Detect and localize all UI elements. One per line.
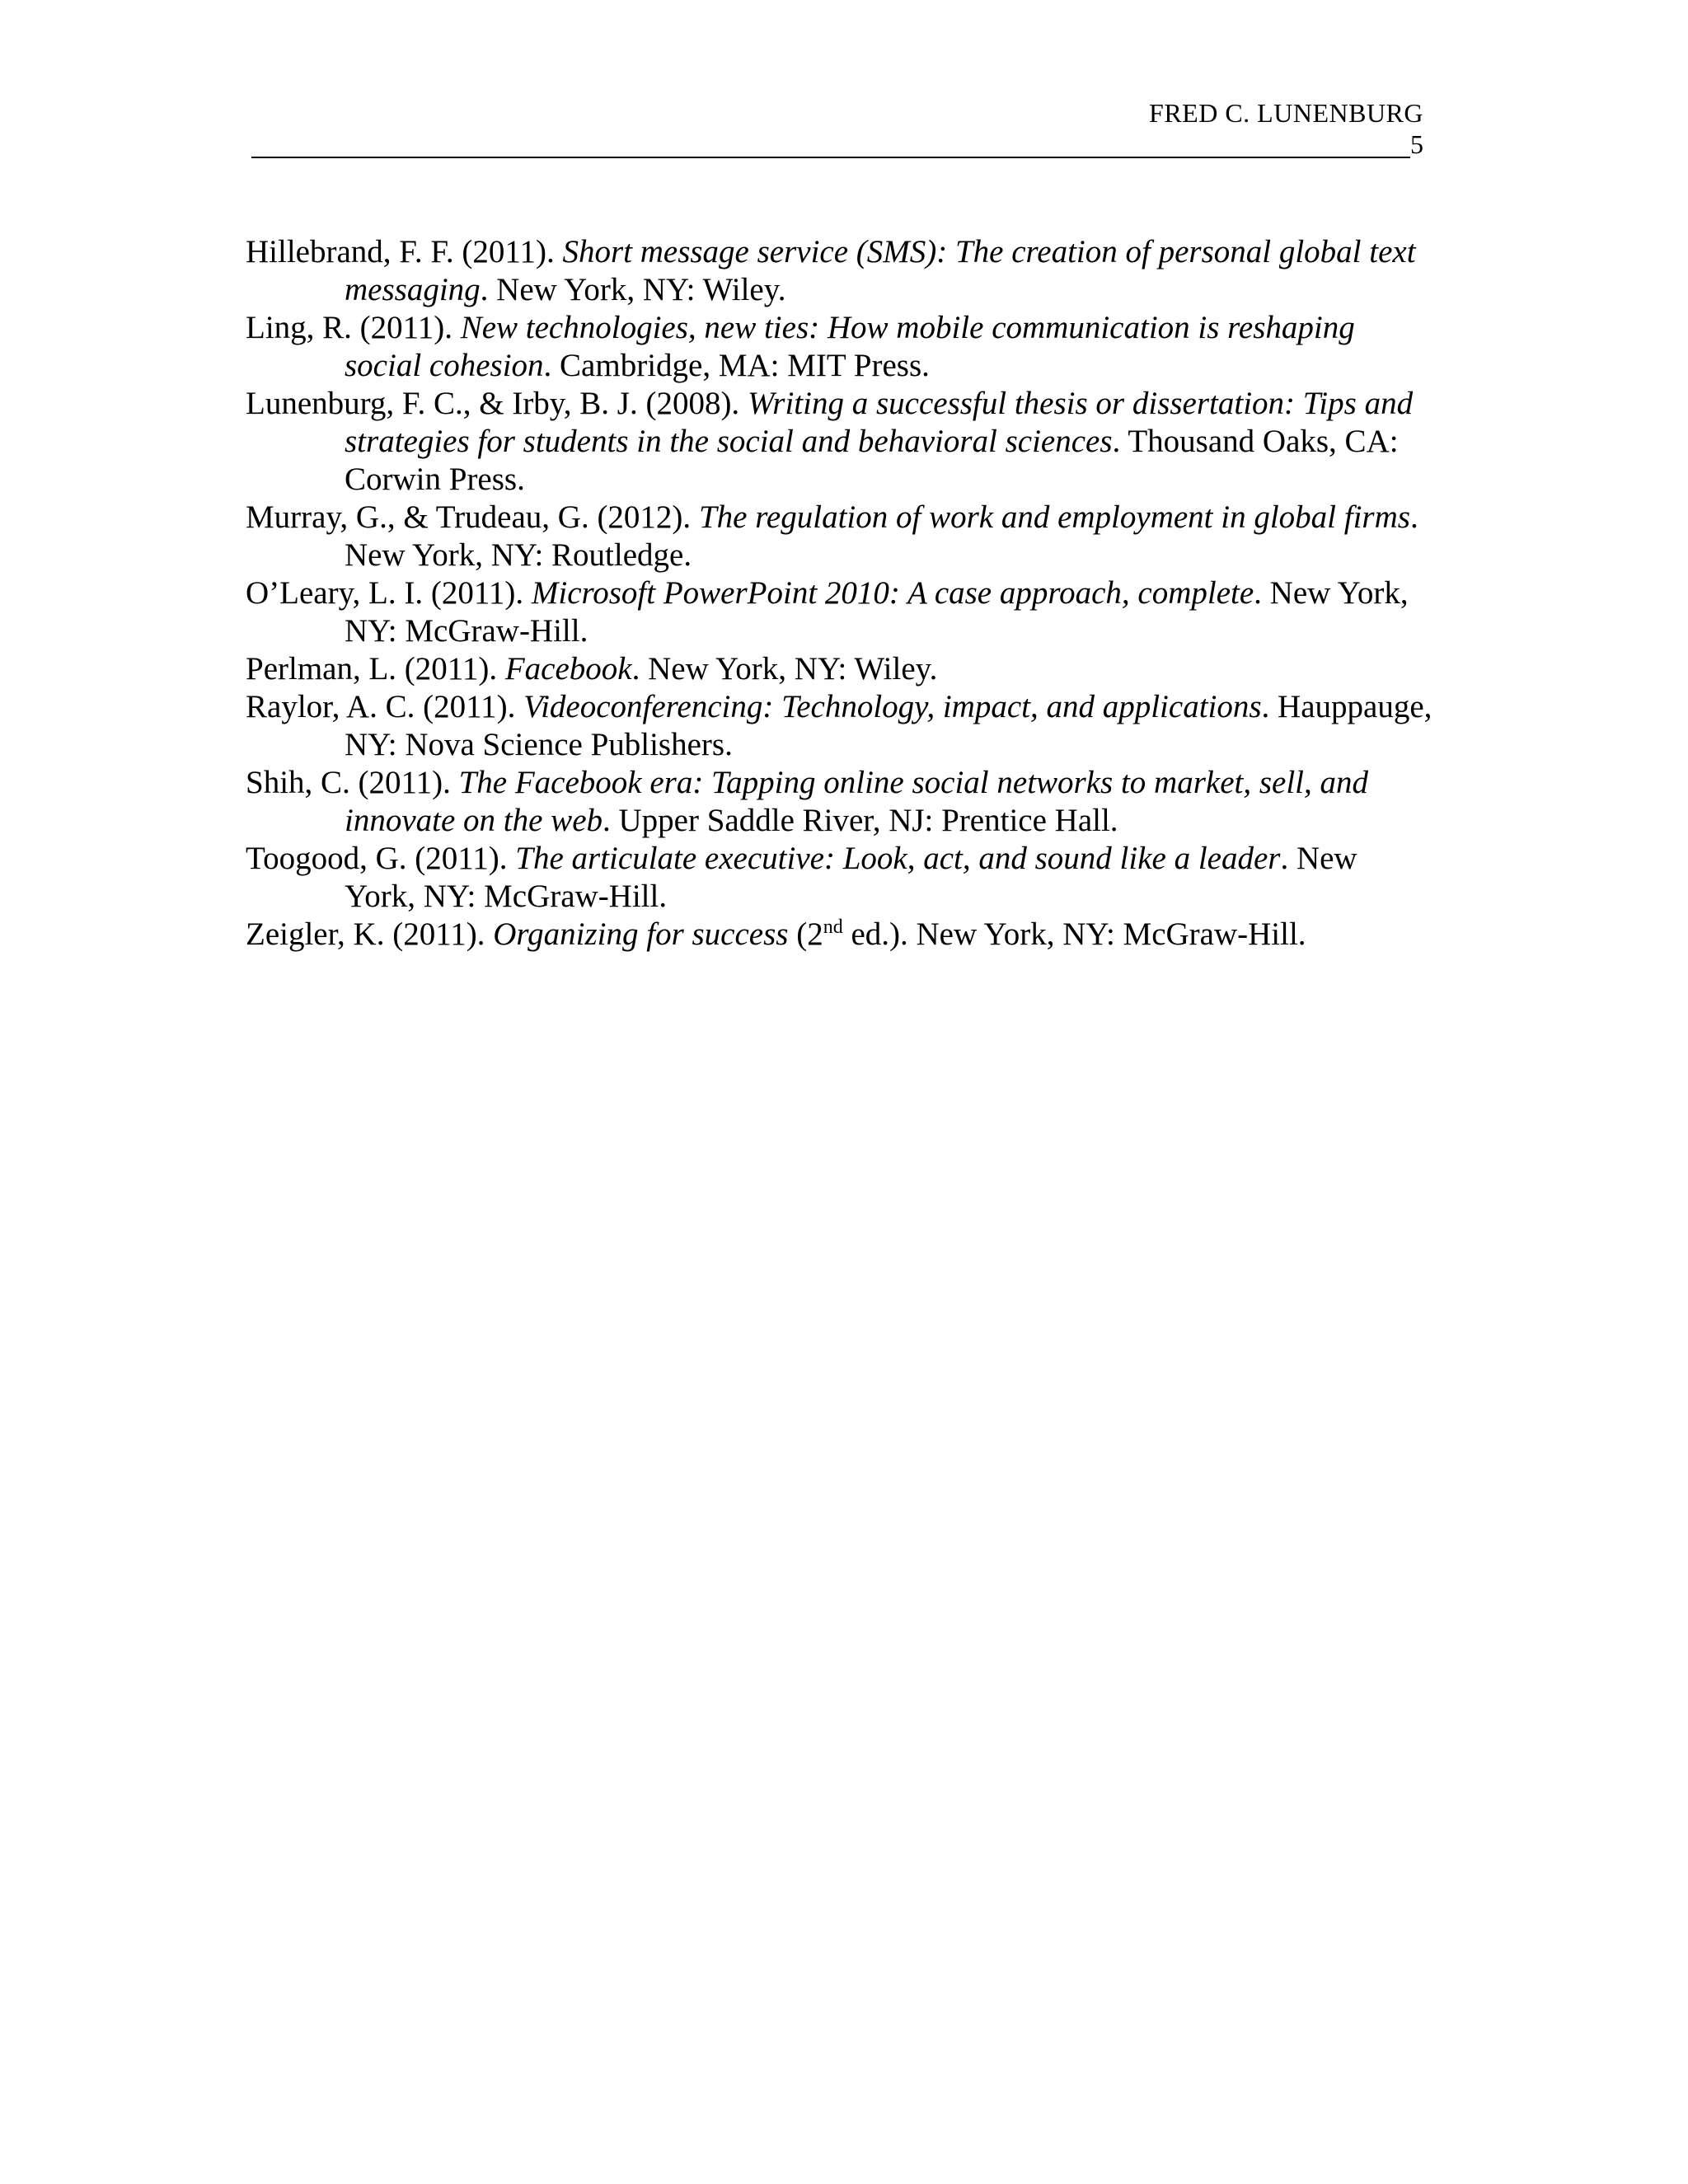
reference-entry — [246, 688, 1432, 764]
reference-edition-superscript: nd — [823, 916, 843, 938]
reference-publisher: . Cambridge, MA: MIT Press. — [543, 348, 930, 383]
reference-entry — [246, 574, 1432, 650]
reference-entry — [246, 309, 1432, 385]
reference-title: Facebook — [504, 651, 632, 687]
reference-author-year: Perlman, L. (2011). — [246, 651, 505, 687]
header-author: FRED C. LUNENBURG — [1149, 98, 1423, 128]
reference-title: Organizing for success — [493, 916, 789, 952]
reference-title: Videoconferencing: Technology, impact, and applications — [523, 689, 1262, 724]
reference-title: The articulate executive: Look, act, and sound like a leader — [515, 841, 1281, 876]
reference-title: The Facebook era: Tapping online social networks to market, sell, and innovate on the web — [345, 765, 1369, 838]
reference-entry — [246, 385, 1432, 499]
reference-author-year: Shih, C. (2011). — [246, 765, 459, 800]
reference-title: The regulation of work and employment in global firms — [698, 499, 1410, 535]
reference-entry — [246, 233, 1432, 309]
reference-list — [246, 233, 1432, 954]
reference-publisher: . New York, NY: McGraw-Hill. — [345, 841, 1357, 914]
header-rule-row — [251, 129, 1423, 162]
reference-entry — [246, 650, 1432, 688]
reference-edition: (2 — [788, 916, 823, 952]
reference-publisher: . Upper Saddle River, NJ: Prentice Hall. — [603, 803, 1118, 838]
reference-publisher: . New York, NY: Wiley. — [480, 272, 786, 307]
reference-publisher: . Thousand Oaks, CA: Corwin Press. — [345, 424, 1399, 497]
reference-author-year: Lunenburg, F. C., & Irby, B. J. (2008). — [246, 386, 748, 421]
reference-author-year: Toogood, G. (2011). — [246, 841, 516, 876]
reference-title: New technologies, new ties: How mobile communication is reshaping social cohesion — [345, 310, 1355, 383]
reference-entry — [246, 764, 1432, 840]
reference-author-year: Zeigler, K. (2011). — [246, 916, 494, 952]
reference-title: Short message service (SMS): The creation of personal global text messaging — [345, 234, 1416, 307]
reference-author-year: Murray, G., & Trudeau, G. (2012). — [246, 499, 699, 535]
reference-publisher: . New York, NY: McGraw-Hill. — [345, 575, 1409, 649]
reference-entry — [246, 499, 1432, 574]
reference-publisher: ed.). New York, NY: McGraw-Hill. — [842, 916, 1306, 952]
reference-title: Microsoft PowerPoint 2010: A case approach, complete — [531, 575, 1254, 611]
reference-publisher: . New York, NY: Wiley. — [631, 651, 938, 687]
reference-author-year: Ling, R. (2011). — [246, 310, 461, 345]
reference-author-year: O’Leary, L. I. (2011). — [246, 575, 532, 611]
reference-entry — [246, 916, 1432, 954]
page-number: 5 — [1410, 129, 1423, 159]
reference-publisher: . Hauppauge, NY: Nova Science Publishers. — [345, 689, 1432, 762]
reference-author-year: Raylor, A. C. (2011). — [246, 689, 524, 724]
running-header — [251, 97, 1423, 162]
reference-publisher: . New York, NY: Routledge. — [345, 499, 1418, 573]
reference-title: Writing a successful thesis or dissertation: Tips and strategies for students in the social and behavioral sciences — [345, 386, 1414, 459]
reference-entry — [246, 840, 1432, 916]
reference-author-year: Hillebrand, F. F. (2011). — [246, 234, 563, 269]
header-rule — [251, 157, 1410, 158]
